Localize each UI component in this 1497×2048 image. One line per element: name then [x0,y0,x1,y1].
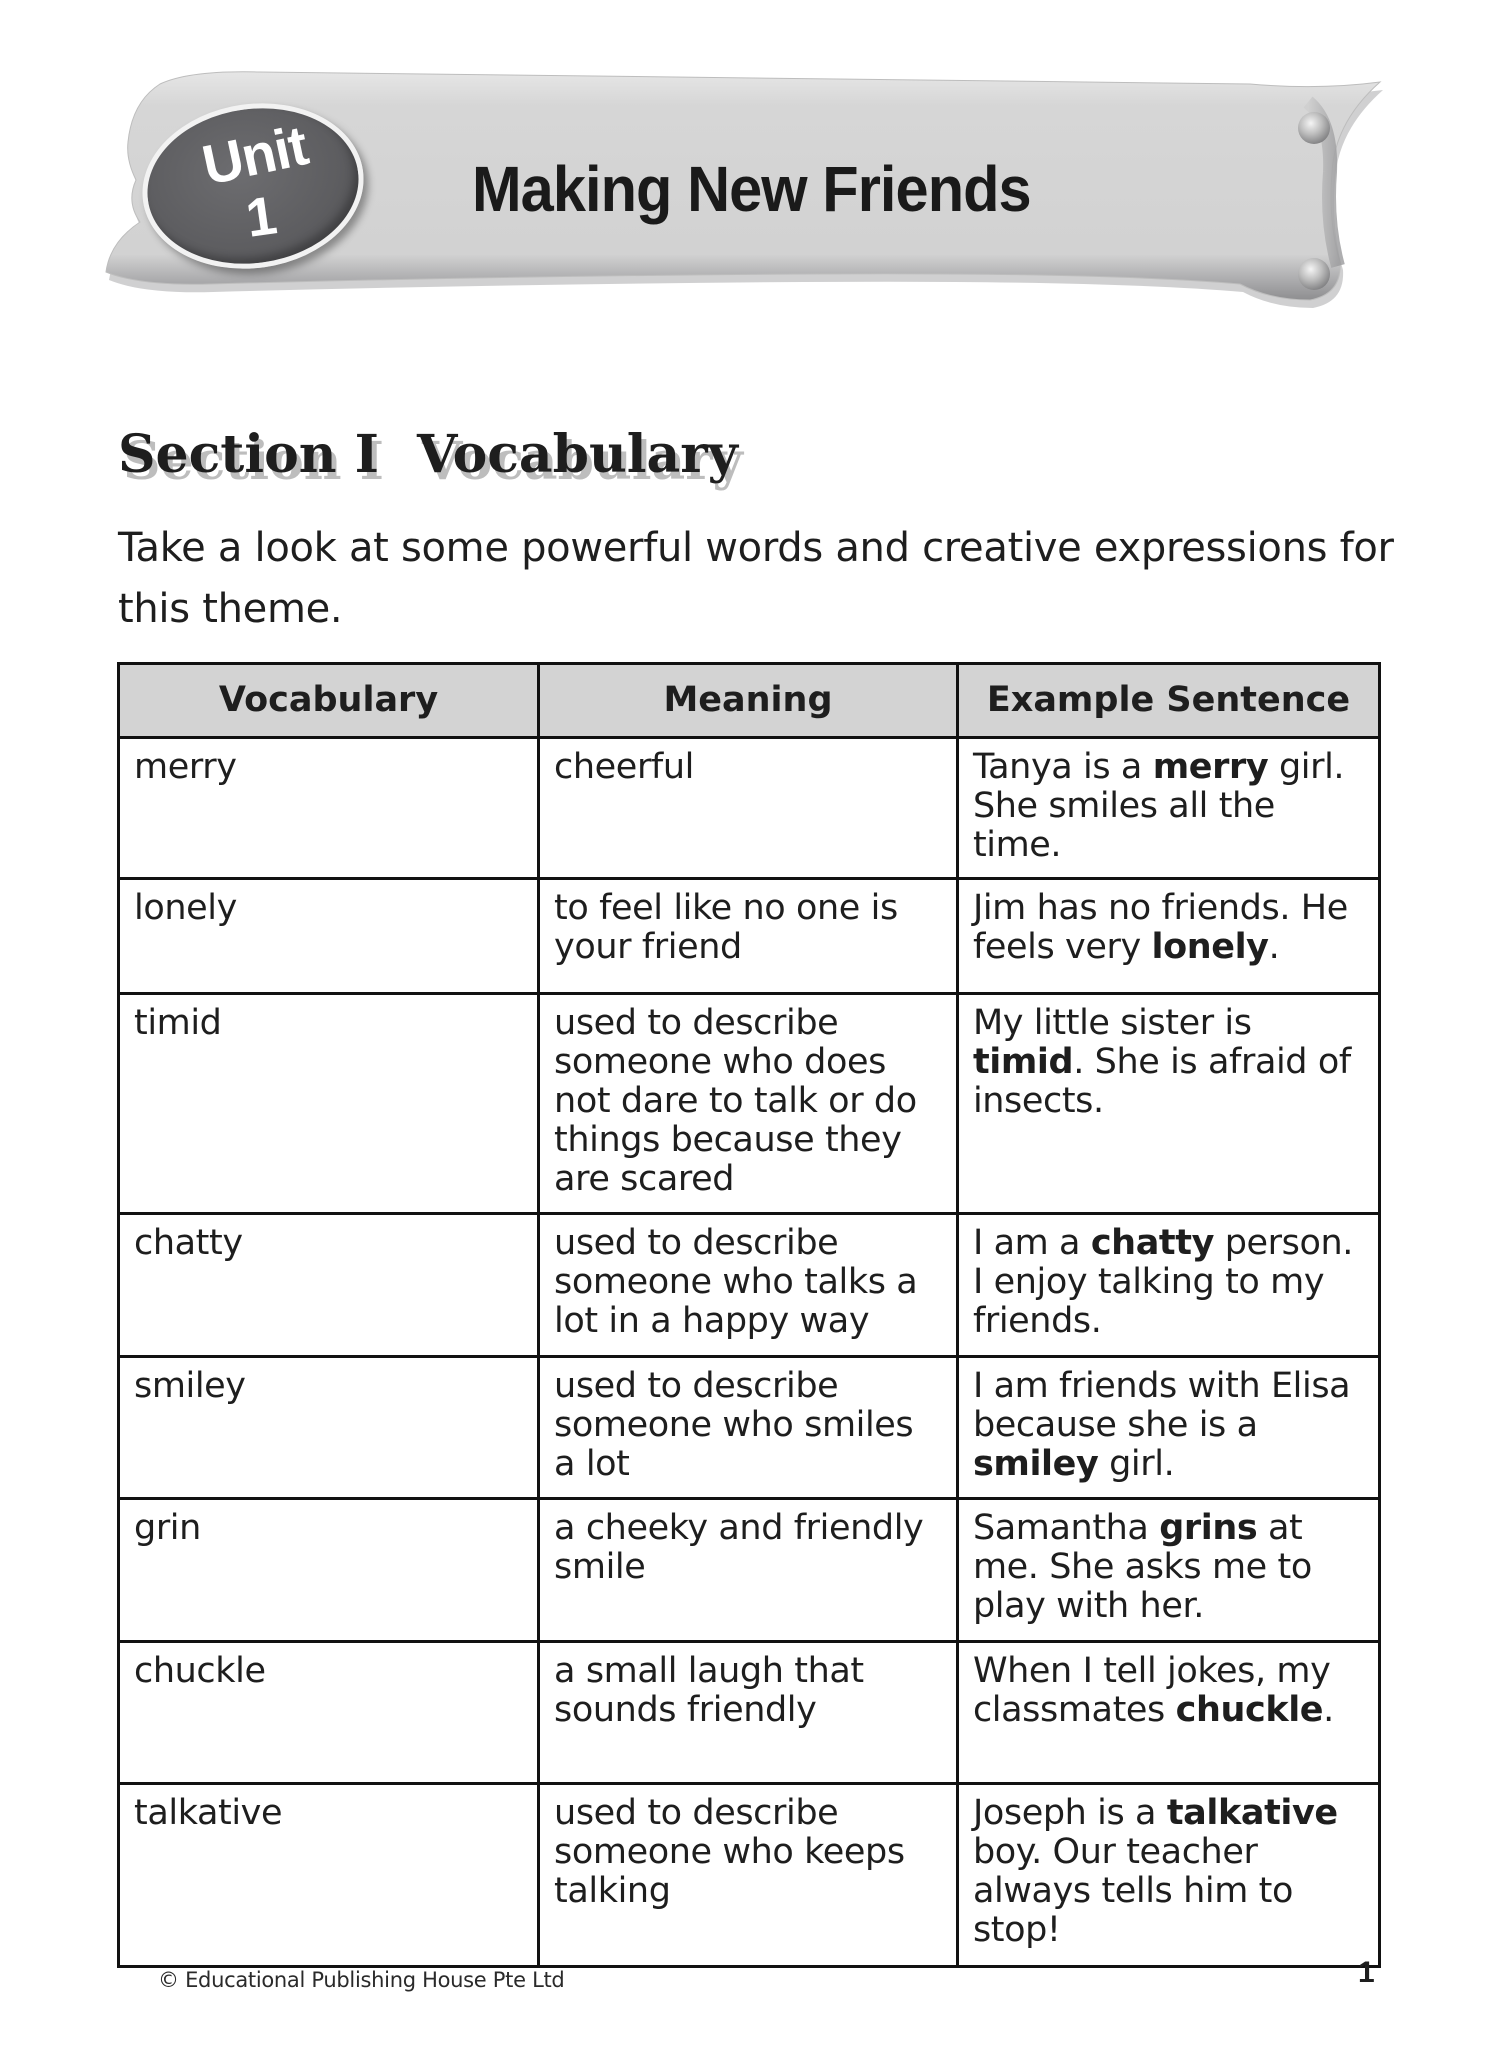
unit-badge-label: Unit [196,113,313,197]
vocabulary-word: chatty [119,1214,539,1357]
vocabulary-word: grin [119,1499,539,1642]
highlighted-word: smiley [972,1444,1099,1484]
word-meaning: a cheeky and friendly smile [539,1499,958,1642]
example-sentence [957,1499,1379,1642]
sentence-text: Joseph is a [972,1793,1167,1833]
section-label: Section I [118,424,379,485]
section-heading [118,424,738,485]
word-meaning: used to describe someone who talks a lot in a happy way [539,1214,958,1357]
example-sentence [957,994,1379,1214]
word-meaning: used to describe someone who smiles a lot [539,1357,958,1499]
copyright-notice: © Educational Publishing House Pte Ltd [158,1968,565,1992]
highlighted-word: merry [1152,747,1269,787]
sentence-text: person. I enjoy talking to my friends. [972,1223,1354,1341]
table-row [119,1214,1380,1357]
highlighted-word: chatty [1090,1223,1214,1263]
sentence-text: Tanya is a [972,747,1153,787]
sentence-text: Samantha [972,1508,1160,1548]
vocabulary-word: merry [119,738,539,879]
sentence-text: . [1323,1690,1334,1730]
vocabulary-word: chuckle [119,1642,539,1784]
rivet-icon [1298,112,1330,144]
highlighted-word: grins [1159,1508,1258,1548]
highlighted-word: talkative [1166,1793,1338,1833]
sentence-text: When I tell jokes, my classmates [972,1651,1331,1730]
sentence-text: . [1268,927,1280,967]
sentence-text: I am a [972,1223,1091,1263]
unit-title: Making New Friends [472,153,1031,225]
table-row [119,1642,1380,1784]
column-header-example: Example Sentence [957,664,1379,738]
table-row [119,1357,1380,1499]
unit-badge-number: 1 [242,185,281,249]
example-sentence [957,1357,1379,1499]
sentence-text: boy. Our teacher always tells him to stop! [972,1832,1293,1950]
word-meaning: a small laugh that sounds friendly [539,1642,958,1784]
example-sentence [957,738,1379,879]
highlighted-word: lonely [1151,927,1269,967]
vocabulary-word: talkative [119,1784,539,1967]
example-sentence [957,1784,1379,1967]
vocabulary-table [117,662,1381,1968]
table-row [119,879,1380,994]
example-sentence [957,879,1379,994]
column-header-meaning: Meaning [539,664,958,738]
word-meaning: to feel like no one is your friend [539,879,958,994]
vocabulary-word: timid [119,994,539,1214]
table-row [119,994,1380,1214]
highlighted-word: chuckle [1175,1690,1324,1730]
sentence-text: girl. She smiles all the time. [972,747,1345,865]
word-meaning: cheerful [539,738,958,879]
section-title: Vocabulary [417,424,738,485]
column-header-vocabulary: Vocabulary [119,664,539,738]
table-row [119,1784,1380,1967]
vocabulary-word: smiley [119,1357,539,1499]
sentence-text: I am friends with Elisa because she is a [972,1366,1351,1445]
page-number: 1 [1358,1956,1375,1989]
word-meaning: used to describe someone who keeps talking [539,1784,958,1967]
sentence-text: girl. [1098,1444,1175,1484]
table-row [119,738,1380,879]
vocabulary-word: lonely [119,879,539,994]
sentence-text: Jim has no friends. He feels very [972,888,1348,967]
sentence-text: My little sister is [972,1003,1252,1043]
highlighted-word: timid [972,1042,1074,1082]
rivet-icon [1298,258,1330,290]
table-header-row [119,664,1380,738]
table-row [119,1499,1380,1642]
sentence-text: at me. She asks me to play with her. [972,1508,1312,1626]
example-sentence [957,1642,1379,1784]
sentence-text: . She is afraid of insects. [972,1042,1351,1121]
word-meaning: used to describe someone who does not dare to talk or do things because they are scared [539,994,958,1214]
example-sentence [957,1214,1379,1357]
intro-paragraph: Take a look at some powerful words and creative expressions for this theme. [118,525,1394,632]
